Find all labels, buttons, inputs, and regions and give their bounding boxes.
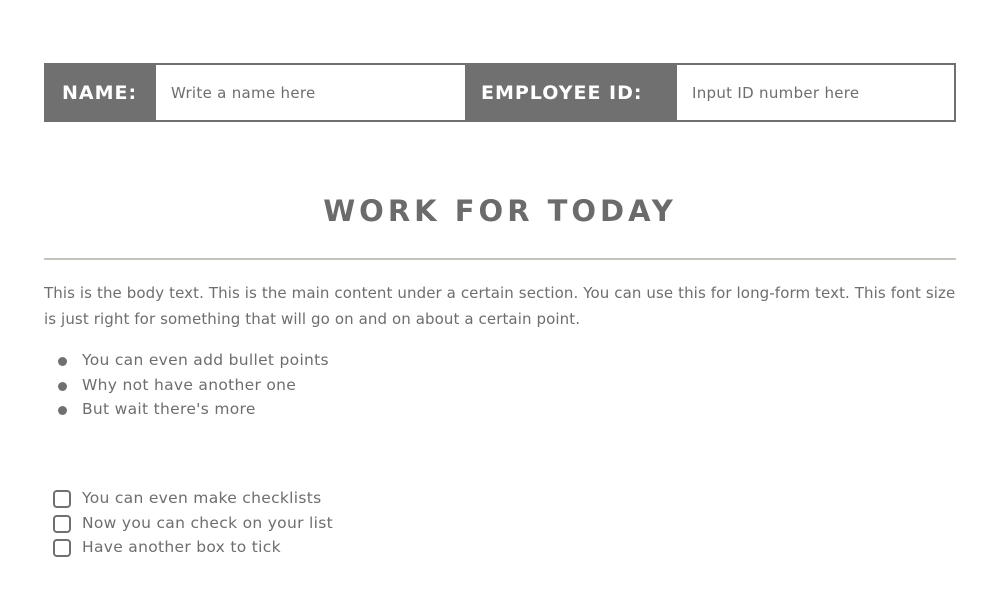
checklist-item-label: Have another box to tick xyxy=(82,538,281,556)
name-label: NAME: xyxy=(46,65,156,120)
bullet-item xyxy=(58,373,329,398)
checklist-item xyxy=(53,535,333,560)
name-field[interactable]: Write a name here xyxy=(171,83,316,102)
checklist-item-label: Now you can check on your list xyxy=(82,513,333,532)
checklist-item xyxy=(53,511,333,536)
body-paragraph: This is the body text. This is the main content under a certain section. You can use this for long-form text. This font size is just right for something that will go on and on about a certain point. xyxy=(44,284,956,328)
bullet-item-label: You can even add bullet points xyxy=(82,351,329,369)
checkbox[interactable] xyxy=(53,515,71,533)
employee-id-field[interactable]: Input ID number here xyxy=(692,83,860,102)
employee-id-label: EMPLOYEE ID: xyxy=(465,65,677,120)
bullet-dot-icon xyxy=(58,382,67,391)
bullet-item-label: But wait there's more xyxy=(82,400,256,418)
checkbox[interactable] xyxy=(53,490,71,508)
bullet-item xyxy=(58,348,329,373)
page-title: WORK FOR TODAY xyxy=(323,194,677,228)
bullet-dot-icon xyxy=(58,406,67,415)
bullet-list xyxy=(58,348,329,422)
checklist-item xyxy=(53,486,333,511)
bullet-item xyxy=(58,397,329,422)
checklist-item-label: You can even make checklists xyxy=(82,489,322,507)
employee-info-bar xyxy=(44,63,956,122)
section-divider xyxy=(44,258,956,260)
checklist xyxy=(53,486,333,560)
bullet-dot-icon xyxy=(58,357,67,366)
bullet-item-label: Why not have another one xyxy=(82,375,297,394)
checkbox[interactable] xyxy=(53,539,71,557)
